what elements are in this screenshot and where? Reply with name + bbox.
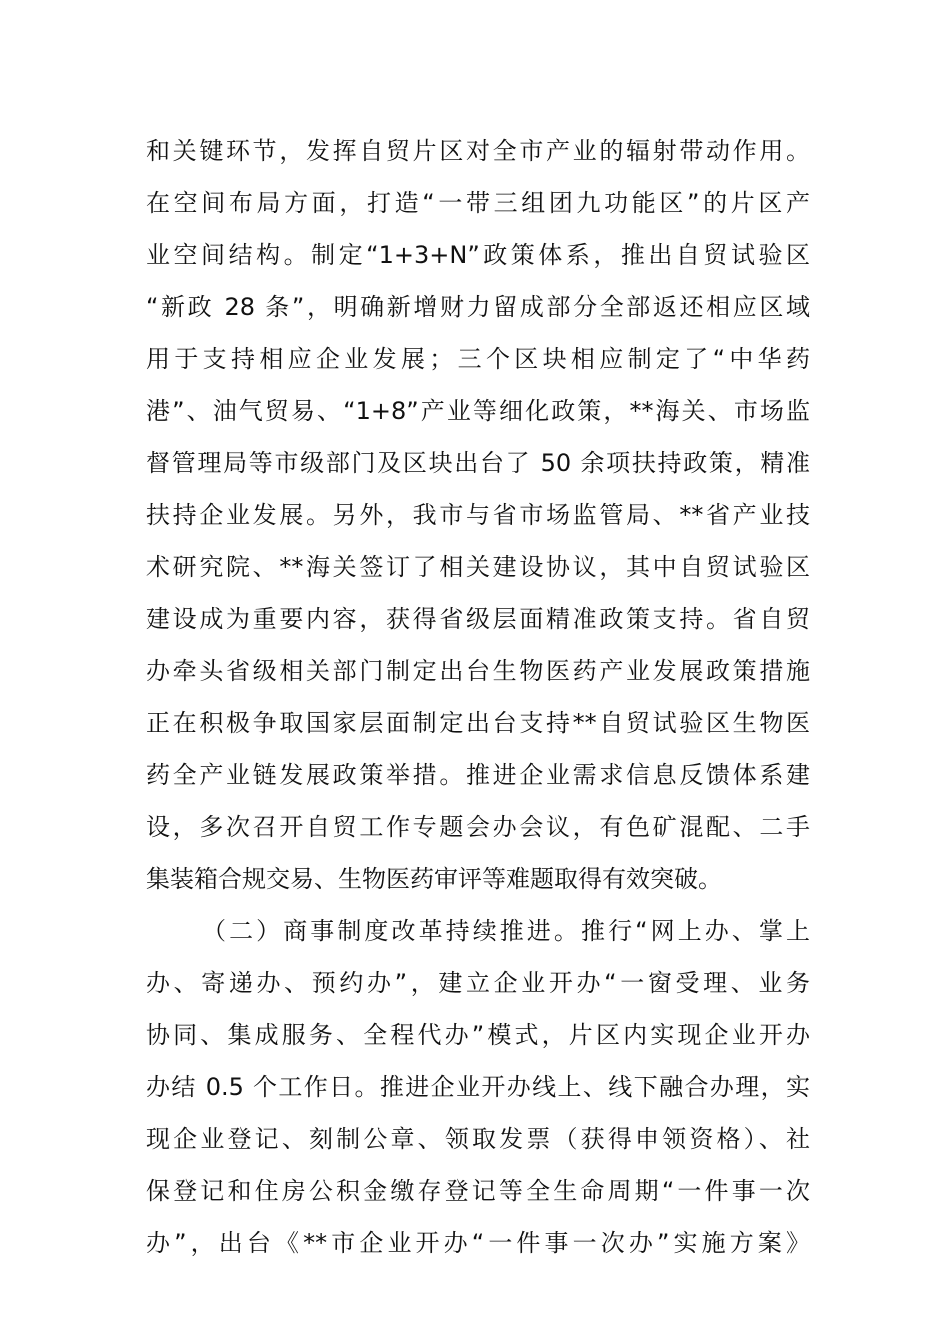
text-line: 现企业登记、刻制公章、领取发票（获得申领资格）、社	[146, 1125, 810, 1153]
paragraph-end-line: 集装箱合规交易、生物医药审评等难题取得有效突破。	[146, 865, 722, 893]
text-line: 设，多次召开自贸工作专题会办会议，有色矿混配、二手	[146, 813, 810, 841]
text-line: 业空间结构。制定“1+3+N”政策体系，推出自贸试验区	[146, 241, 810, 269]
text-line: 办牵头省级相关部门制定出台生物医药产业发展政策措施	[146, 657, 810, 685]
text-line: 在空间布局方面，打造“一带三组团九功能区”的片区产	[146, 189, 810, 217]
body-text	[146, 125, 810, 1269]
text-line: “新政 28 条”，明确新增财力留成部分全部返还相应区域	[146, 293, 810, 321]
text-line: 办结 0.5 个工作日。推进企业开办线上、线下融合办理，实	[146, 1073, 810, 1101]
text-line: 港”、油气贸易、“1+8”产业等细化政策，**海关、市场监	[146, 397, 810, 425]
text-line: 督管理局等市级部门及区块出台了 50 余项扶持政策，精准	[146, 449, 810, 477]
text-line: 术研究院、**海关签订了相关建设协议，其中自贸试验区	[146, 553, 810, 581]
text-line: 办、寄递办、预约办”，建立企业开办“一窗受理、业务	[146, 969, 810, 997]
text-line: 用于支持相应企业发展；三个区块相应制定了“中华药	[146, 345, 810, 373]
text-line: 保登记和住房公积金缴存登记等全生命周期“一件事一次	[146, 1177, 810, 1205]
text-line: 药全产业链发展政策举措。推进企业需求信息反馈体系建	[146, 761, 810, 789]
text-line: 扶持企业发展。另外，我市与省市场监管局、**省产业技	[146, 501, 810, 529]
text-line: 和关键环节，发挥自贸片区对全市产业的辐射带动作用。	[146, 137, 810, 165]
section-heading-line: （二）商事制度改革持续推进。推行“网上办、掌上	[202, 917, 810, 945]
text-line: 协同、集成服务、全程代办”模式，片区内实现企业开办	[146, 1021, 810, 1049]
text-line: 建设成为重要内容，获得省级层面精准政策支持。省自贸	[146, 605, 810, 633]
text-line: 正在积极争取国家层面制定出台支持**自贸试验区生物医	[146, 709, 810, 737]
text-line: 办”，出台《**市企业开办“一件事一次办”实施方案》	[146, 1229, 810, 1257]
